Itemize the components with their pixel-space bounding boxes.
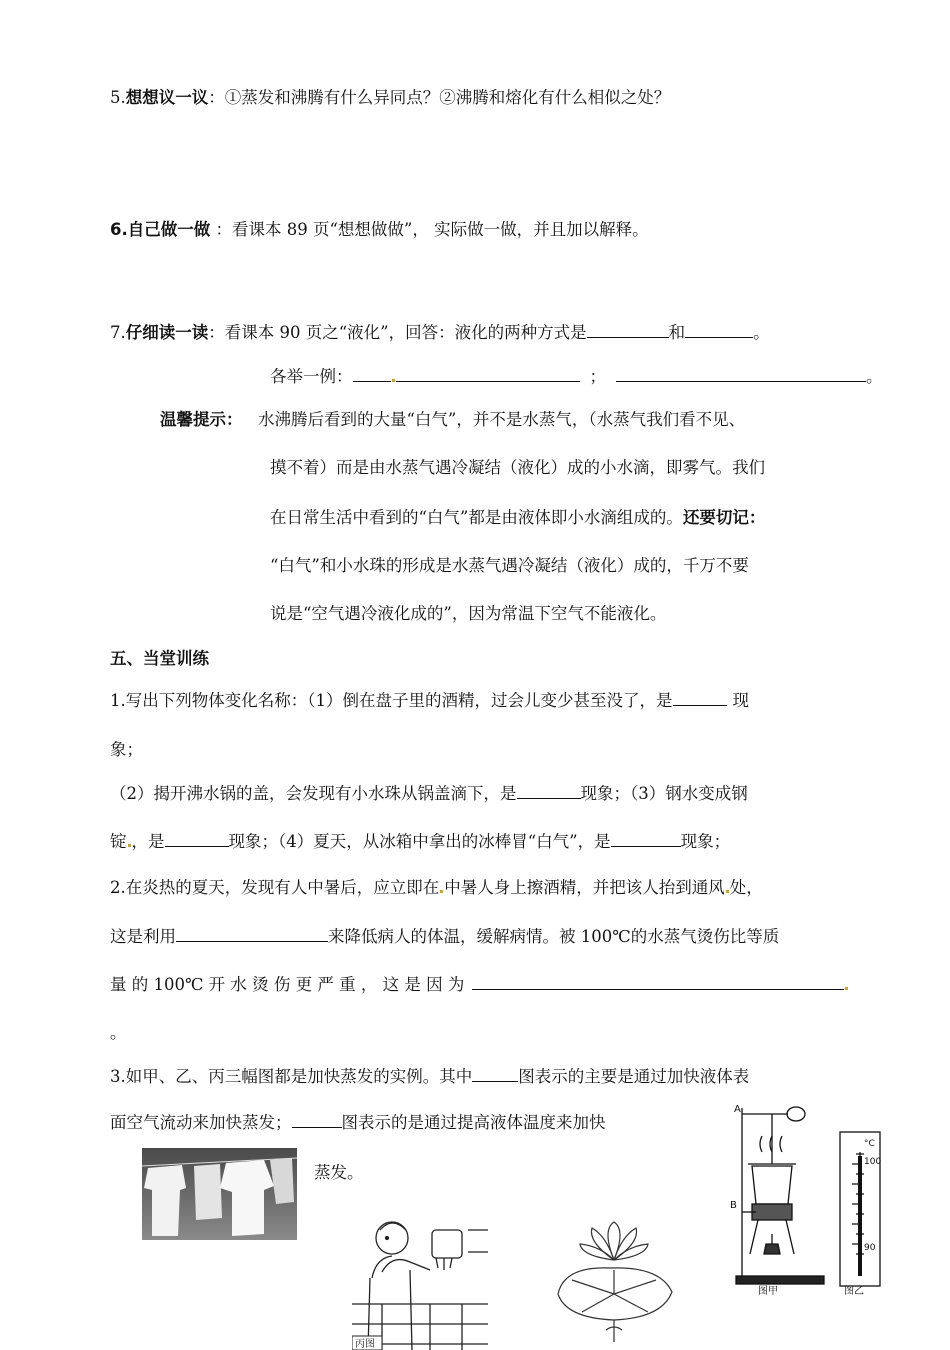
q7-number: 7.: [110, 323, 126, 342]
q6-text: ：看课本 89 页“想想做做”， 实际做一做，并且加以解释。: [210, 220, 649, 239]
figure-label-b: B: [730, 1200, 737, 1211]
ex2-line-4: 。: [110, 1023, 127, 1042]
mark-dot: [440, 890, 443, 893]
q5-line: 5.想想议一议：①蒸发和沸腾有什么异同点？②沸腾和熔化有什么相似之处？: [110, 88, 671, 107]
tip-line-4: “白气”和小水珠的形成是水蒸气遇冷凝结（液化）成的，千万不要: [270, 556, 749, 575]
tip-remember: 还要切记：: [682, 508, 766, 527]
q6-line: [110, 222, 649, 239]
hand-dryer-sketch: [352, 1212, 488, 1350]
thermometer-100: 100: [864, 1157, 882, 1167]
ex1-line-3: （2）揭开沸水锅的盖，会发现有小水珠从锅盖滴下，是 现象；（3）钢水变成钢: [110, 784, 748, 803]
ex1-blank-4[interactable]: [611, 845, 681, 847]
ex3-line-1: 3.如甲、乙、丙三幅图都是加快蒸发的实例。其中 图表示的主要是通过加快液体表: [110, 1067, 750, 1086]
tip-line-2: 摸不着）而是由水蒸气遇冷凝结（液化）成的小水滴，即雾气。我们: [270, 458, 765, 477]
ex2-line-1: 2.在炎热的夏天，发现有人中暑后，应立即在 中暑人身上擦酒精，并把该人抬到通风 处，: [110, 878, 763, 897]
tip-line-3: 在日常生活中看到的“白气”都是由液体即小水滴组成的。还要切记：: [270, 508, 766, 527]
q7-line: 7.仔细读一读：看课本 90 页之“液化”，回答：液化的两种方式是 和 。: [110, 323, 770, 342]
q7-blank-2[interactable]: [685, 336, 753, 338]
ex2-line-3: 量 的 100℃ 开 水 烫 伤 更 严 重 ， 这 是 因 为: [110, 977, 849, 994]
ex1-line-2: 象；: [110, 740, 143, 759]
mark-dot: [392, 379, 395, 382]
mark-dot: [845, 987, 848, 990]
q7-example-blank-1a[interactable]: [353, 380, 391, 382]
q7-blank-1[interactable]: [587, 336, 669, 338]
tip-line-1: 水沸腾后看到的大量“白气”，并不是水蒸气，（水蒸气我们看不见、: [258, 410, 746, 429]
tip-label: 温馨提示：: [160, 410, 243, 429]
ex2-blank-2[interactable]: [472, 988, 844, 990]
q7-example-label: 各举一例：: [270, 367, 353, 386]
q7-examples-line: 各举一例： ； 。: [270, 367, 883, 386]
boiling-apparatus-figure: [728, 1094, 890, 1296]
q5-number: 5.: [110, 88, 126, 107]
q6-title: 自己做一做: [127, 220, 211, 239]
tip-line-5: 说是“空气遇冷液化成的”，因为常温下空气不能液化。: [270, 604, 667, 623]
section-title: 五、当堂训练: [110, 649, 209, 668]
figure-label-jia: 图甲: [758, 1286, 778, 1296]
mark-dot: [128, 844, 131, 847]
ex3-blank-2[interactable]: [292, 1126, 342, 1128]
q5-title: 想想议一议: [125, 88, 209, 107]
q5-text: ①蒸发和沸腾有什么异同点？②沸腾和熔化有什么相似之处？: [224, 88, 671, 107]
q6-number: 6.: [110, 220, 128, 239]
figure-label-yi: 图乙: [844, 1286, 864, 1296]
clothes-drying-photo: [142, 1148, 297, 1240]
ex3-line-2: 面空气流动来加快蒸发； 图表示的是通过提高液体温度来加快: [110, 1113, 606, 1132]
mark-dot: [726, 890, 729, 893]
lotus-sketch: [552, 1220, 677, 1342]
ex1-blank-3[interactable]: [165, 845, 229, 847]
ex3-line-3: 蒸发。: [314, 1163, 364, 1182]
ex2-line-2: 这是利用 来降低病人的体温，缓解病情。被 100℃的水蒸气烫伤比等质: [110, 927, 780, 946]
ex1-line-1: 1.写出下列物体变化名称：（1）倒在盘子里的酒精，过会儿变少甚至没了，是 现: [110, 691, 749, 710]
figure-label-bing: 丙图: [355, 1339, 375, 1350]
ex1-blank-1[interactable]: [673, 704, 727, 706]
ex1-line-4: 锭 ，是 现象；（4）夏天，从冰箱中拿出的冰棒冒“白气”，是 现象；: [110, 832, 731, 851]
q7-title: 仔细读一读: [125, 323, 209, 342]
ex2-blank-1[interactable]: [176, 940, 328, 942]
figure-label-a: A: [734, 1104, 741, 1115]
ex1-blank-2[interactable]: [517, 797, 581, 799]
q7-example-blank-2[interactable]: [616, 380, 866, 382]
thermometer-unit: °C: [864, 1139, 875, 1149]
q7-example-blank-1b[interactable]: [396, 380, 580, 382]
thermometer-90: 90: [864, 1243, 876, 1253]
ex3-blank-1[interactable]: [472, 1080, 518, 1082]
